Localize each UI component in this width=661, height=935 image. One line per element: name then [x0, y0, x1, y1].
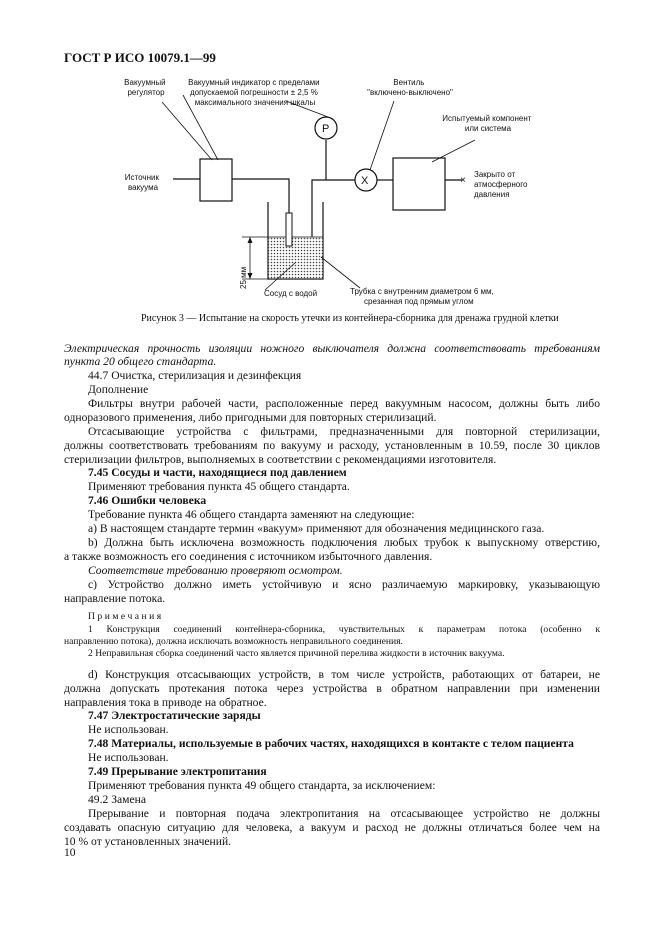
vacuum-source-label: Источник вакуума: [124, 173, 159, 192]
text-line: c) Устройство должно иметь устойчивую и ясно различаемую маркировку, указывающую: [88, 578, 600, 591]
leak-test-diagram: [0, 0, 661, 310]
figure-caption: Рисунок 3 — Испытание на скорость утечки из контейнера-сборника для дренажа грудной клетки: [141, 313, 559, 324]
text-line: Соответствие требованию проверяют осмотром.: [88, 564, 343, 577]
closed-marker-icon: ×: [460, 175, 466, 186]
dimension-label: 25 мм: [239, 266, 248, 289]
tested-component-label: Испытуемый компонент или система: [442, 114, 532, 133]
submerged-tube: [286, 213, 292, 246]
text-line: направления тока в приводе на обратное.: [64, 696, 267, 709]
text-line: 10 % от установленных значений.: [64, 835, 232, 848]
note-line: 2 Неправильная сборка соединений часто является причиной перелива жидкости в источник вакуума.: [88, 648, 505, 659]
text-line: Требование пункта 46 общего стандарта заменяют на следующие:: [88, 508, 415, 521]
text-line: пункта 20 общего стандарта.: [64, 355, 217, 368]
text-line: должны соответствовать требованиям по вакууму и расходу, установленным в 10.59, после 30 циклов: [64, 439, 600, 452]
note-line: 1 Конструкция соединений контейнера-сборника, чувствительных к параметрам потока (особенно к: [88, 624, 600, 635]
notes-heading: Примечания: [88, 611, 164, 622]
text-line: Применяют требования пункта 49 общего стандарта, за исключением:: [88, 779, 436, 792]
text-line: Не использован.: [88, 751, 169, 764]
water-vessel-label: Сосуд с водой: [264, 289, 318, 298]
page-number: 10: [64, 846, 76, 859]
text-line: b) Должна быть исключена возможность подключения любых трубок к выпускному отверстию,: [88, 536, 600, 549]
closed-to-atmosphere-label: Закрыто от атмосферного давления: [474, 170, 528, 199]
section-heading: 7.46 Ошибки человека: [88, 494, 207, 507]
text-line: направление потока.: [64, 592, 166, 605]
text-line: одноразового применения, либо пригодными для повторных стерилизаций.: [64, 411, 437, 424]
text-line: Фильтры внутри рабочей части, расположенные перед вакуумным насосом, должны быть либо: [88, 397, 600, 410]
note-line: направлению потока), должна исключать возможность неправильного соединения.: [64, 636, 403, 647]
section-heading: 7.47 Электростатические заряды: [88, 709, 261, 722]
valve-label: Вентиль "включено-выключено": [367, 78, 453, 97]
text-line: стерилизации фильтров, выполняемых в соответствии с рекомендациями изготовителя.: [64, 453, 497, 466]
text-line: а также возможность его соединения с источником избыточного давления.: [64, 550, 433, 563]
tested-component-box: [393, 158, 445, 210]
text-line: должна допускать протекания потока через устройства в обратном направлении при изменении: [64, 682, 600, 695]
text-line: Применяют требования пункта 45 общего стандарта.: [88, 480, 350, 493]
text-line: a) В настоящем стандарте термин «вакуум» применяют для обозначения медицинского газа.: [88, 522, 545, 535]
tube-label: Трубка с внутренним диаметром 6 мм, срезанная под прямым углом: [350, 287, 494, 306]
subsection-heading: 49.2 Замена: [88, 793, 146, 806]
section-heading: 7.48 Материалы, используемые в рабочих частях, находящихся в контакте с телом пациента: [88, 737, 574, 750]
vacuum-regulator-label: Вакуумный регулятор: [124, 78, 166, 97]
section-heading: 7.45 Сосуды и части, находящиеся под давлением: [88, 466, 347, 479]
subsection-heading: 44.7 Очистка, стерилизация и дезинфекция: [88, 369, 302, 382]
document-header: ГОСТ Р ИСО 10079.1—99: [64, 50, 216, 65]
text-line: Электрическая прочность изоляции ножного выключателя должна соответствовать требованиям: [64, 342, 600, 355]
text-line: Дополнение: [88, 383, 149, 396]
text-line: создавать опасную ситуацию для человека, а вакуум и расход не должны отличаться более чем на: [64, 821, 600, 834]
text-line: d) Конструкция отсасывающих устройств, в том числе устройств, работающих от батареи, не: [88, 668, 600, 681]
text-line: Прерывание и повторная подача электропитания на отсасывающее устройство не должны: [88, 807, 600, 820]
section-heading: 7.49 Прерывание электропитания: [88, 765, 267, 778]
svg-text:X: X: [361, 175, 369, 187]
regulator-box: [200, 159, 232, 201]
vacuum-indicator-label: Вакуумный индикатор с пределами допускаемой погрешности ± 2,5 % максимального значения шкалы: [188, 78, 320, 107]
text-line: Не использован.: [88, 723, 169, 736]
text-line: Отсасывающие устройства с фильтрами, предназначенными для повторной стерилизации,: [88, 425, 600, 438]
water-fill: [269, 237, 323, 278]
svg-text:P: P: [322, 123, 330, 135]
